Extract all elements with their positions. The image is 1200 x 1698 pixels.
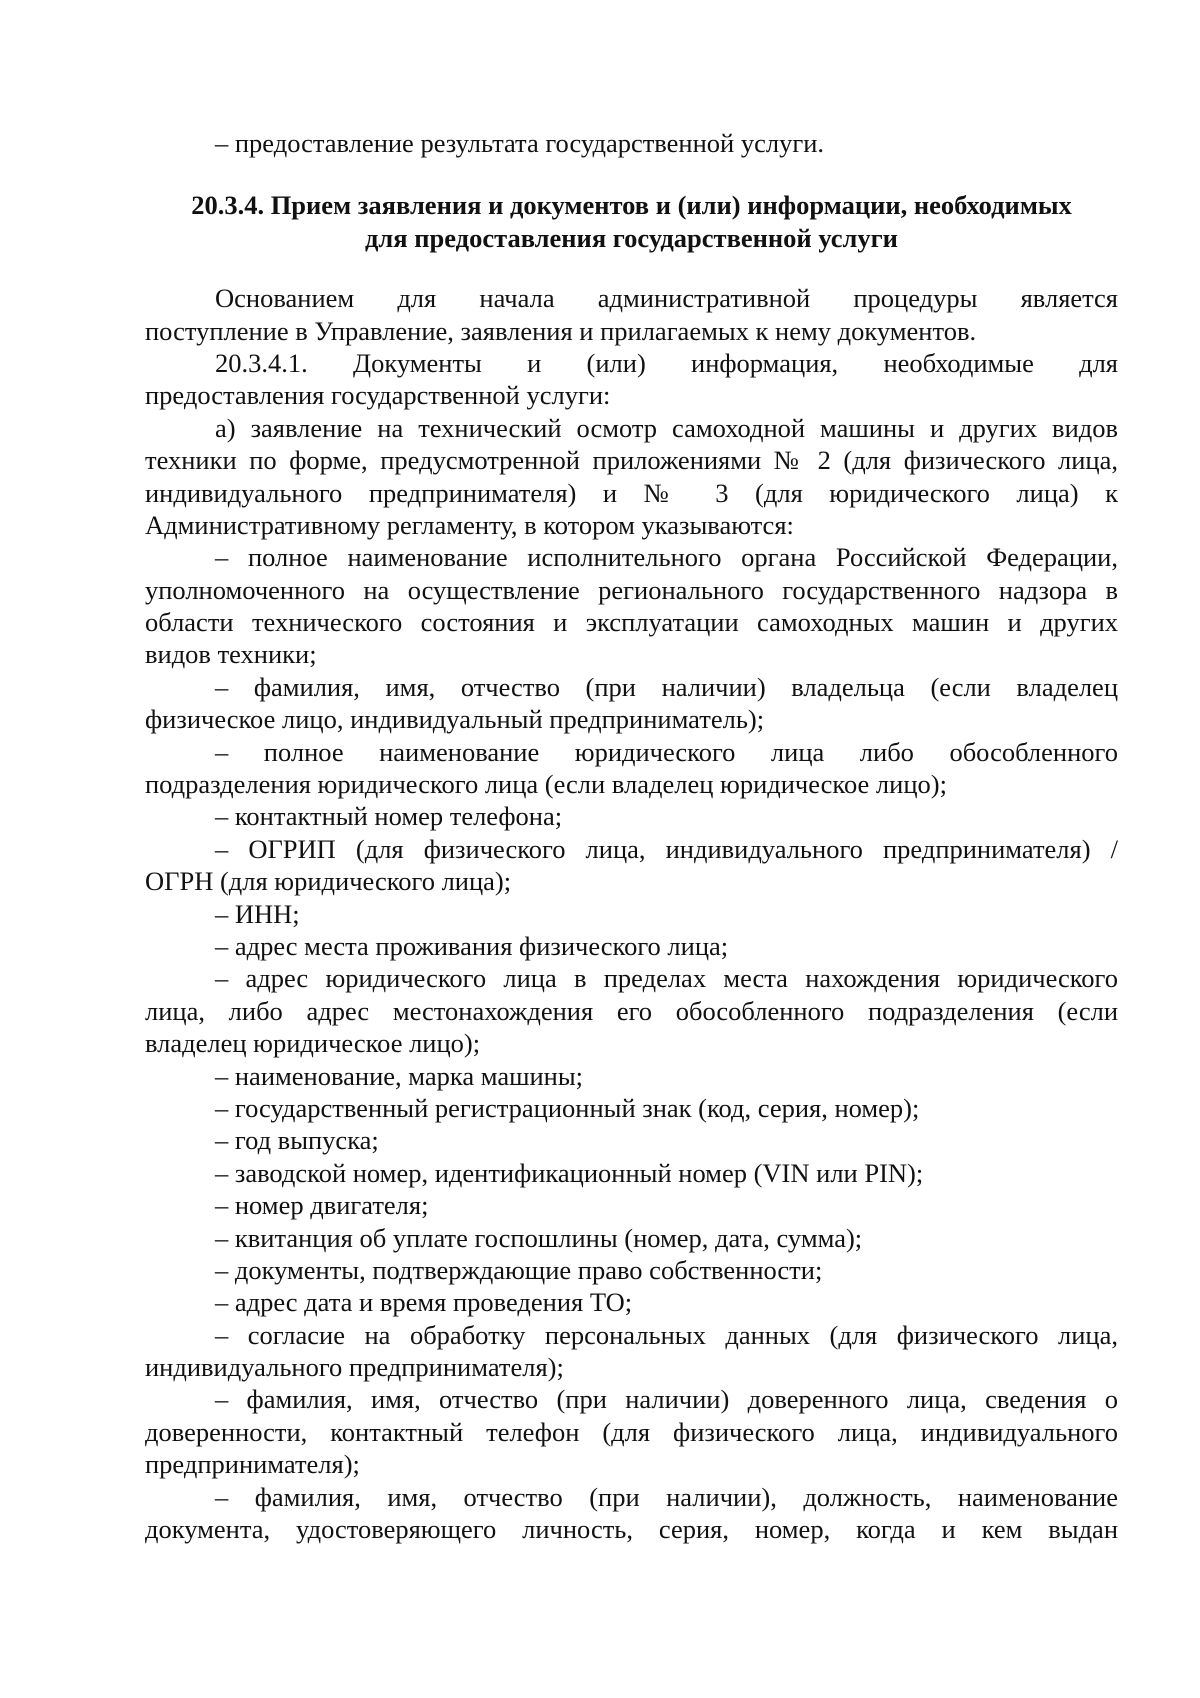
text-line: – документы, подтверждающие право собственности; bbox=[215, 1254, 823, 1285]
text-line: – полное наименование исполнительного органа Российской Федерации, bbox=[215, 542, 1118, 573]
text-line: физическое лицо, индивидуальный предприниматель); bbox=[145, 704, 765, 735]
section-heading-line-2: для предоставления государственной услуги bbox=[365, 222, 898, 253]
text-line: – год выпуска; bbox=[215, 1125, 379, 1156]
text-line: предпринимателя); bbox=[145, 1449, 360, 1480]
text-line: предоставления государственной услуги: bbox=[145, 380, 611, 411]
section-heading bbox=[145, 189, 1118, 254]
text-line: – номер двигателя; bbox=[215, 1190, 429, 1221]
text-line: – полное наименование юридического лица либо обособленного bbox=[215, 736, 1118, 767]
text-line: лица, либо адрес местонахождения его обособленного подразделения (если bbox=[145, 995, 1118, 1026]
text-line: документа, удостоверяющего личность, серия, номер, когда и кем выдан bbox=[145, 1514, 1118, 1545]
text-line: – государственный регистрационный знак (код, серия, номер); bbox=[215, 1092, 920, 1123]
text-line: – квитанция об уплате госпошлины (номер, дата, сумма); bbox=[215, 1222, 863, 1253]
text-line: доверенности, контактный телефон (для физического лица, индивидуального bbox=[145, 1416, 1118, 1447]
text-line: подразделения юридического лица (если владелец юридическое лицо); bbox=[145, 769, 947, 800]
text-line: – адрес места проживания физического лица; bbox=[215, 930, 729, 961]
text-line: техники по форме, предусмотренной приложениями № 2 (для физического лица, bbox=[145, 445, 1118, 476]
text-line: ОГРН (для юридического лица); bbox=[145, 866, 512, 897]
text-line: 20.3.4.1. Документы и (или) информация, необходимые для bbox=[215, 347, 1118, 378]
text-line: – фамилия, имя, отчество (при наличии) доверенного лица, сведения о bbox=[215, 1384, 1118, 1415]
text-line: – согласие на обработку персональных данных (для физического лица, bbox=[215, 1319, 1118, 1350]
text-line: а) заявление на технический осмотр самоходной машины и других видов bbox=[215, 412, 1118, 443]
text-line: – контактный номер телефона; bbox=[215, 801, 563, 832]
result-item: – предоставление результата государственной услуги. bbox=[215, 128, 824, 158]
text-line: – адрес дата и время проведения ТО; bbox=[215, 1287, 633, 1318]
text-line: уполномоченного на осуществление регионального государственного надзора в bbox=[145, 574, 1118, 605]
text-line: области технического состояния и эксплуатации самоходных машин и других bbox=[145, 607, 1118, 638]
text-line: – фамилия, имя, отчество (при наличии), должность, наименование bbox=[215, 1481, 1118, 1512]
text-line: – адрес юридического лица в пределах места нахождения юридического bbox=[215, 963, 1118, 994]
text-line: Административному регламенту, в котором указываются: bbox=[145, 509, 794, 540]
text-line: – заводской номер, идентификационный номер (VIN или PIN); bbox=[215, 1157, 924, 1188]
text-line: – ИНН; bbox=[215, 898, 300, 929]
text-line: владелец юридическое лицо); bbox=[145, 1028, 481, 1059]
text-line: Основанием для начала административной процедуры является bbox=[215, 283, 1118, 314]
text-line: индивидуального предпринимателя); bbox=[145, 1352, 564, 1383]
text-line: индивидуального предпринимателя) и № 3 (для юридического лица) к bbox=[145, 477, 1118, 508]
body-text bbox=[145, 282, 1118, 1545]
text-line: – фамилия, имя, отчество (при наличии) владельца (если владелец bbox=[215, 671, 1118, 702]
text-line: – ОГРИП (для физического лица, индивидуального предпринимателя) / bbox=[215, 833, 1118, 864]
text-line: – наименование, марка машины; bbox=[215, 1060, 584, 1091]
text-line: видов техники; bbox=[145, 639, 317, 670]
text-line: поступление в Управление, заявления и прилагаемых к нему документов. bbox=[145, 315, 977, 346]
section-heading-line-1: 20.3.4. Прием заявления и документов и (или) информации, необходимых bbox=[191, 190, 1072, 221]
